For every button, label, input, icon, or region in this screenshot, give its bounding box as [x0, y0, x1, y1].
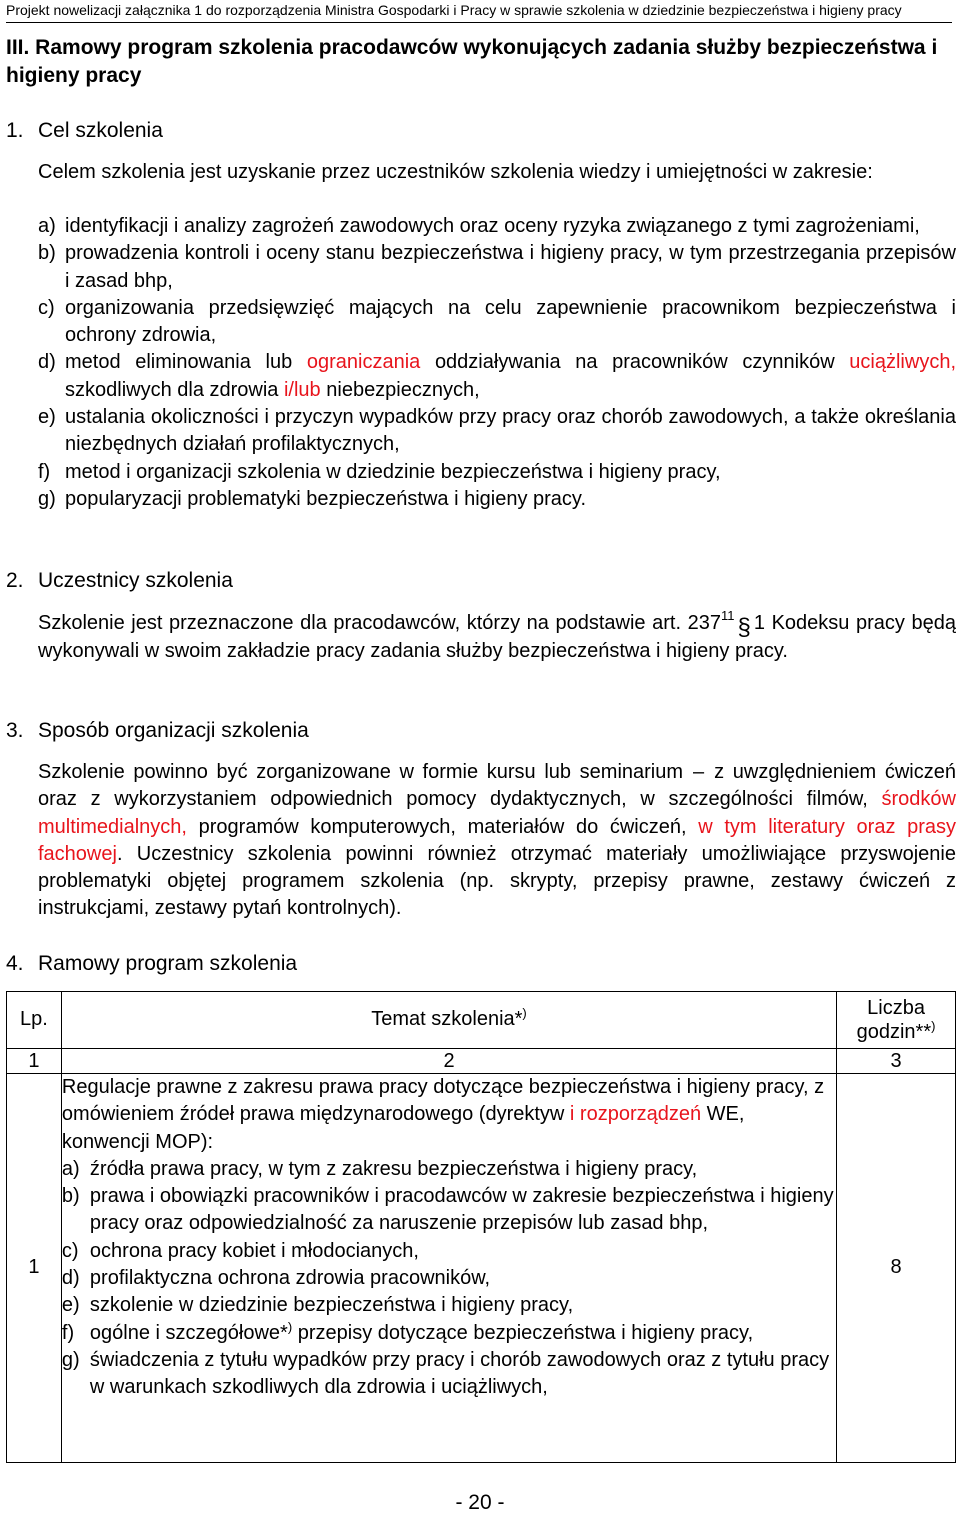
header-topic: Temat szkolenia*)	[61, 992, 836, 1049]
section-1-intro: Celem szkolenia jest uzyskanie przez uczestników szkolenia wiedzy i umiejętności w zakresie:	[38, 161, 873, 183]
table-column-numbers	[7, 1049, 956, 1074]
section-label: Ramowy program szkolenia	[38, 952, 298, 975]
running-header: Projekt nowelizacji załącznika 1 do rozporządzenia Ministra Gospodarki i Pracy w sprawie szkolenia w dziedzinie bezpieczeństwa i higieny pracy	[6, 0, 952, 23]
list-item: c) ochrona pracy kobiet i młodocianych,	[61, 1239, 419, 1262]
list-item: g) popularyzacji problematyki bezpieczeństwa i higieny pracy.	[38, 487, 586, 510]
section-number: 2.	[6, 569, 24, 592]
list-item: b) prowadzenia kontroli i oceny stanu bezpieczeństwa i higieny pracy, w tym przestrzegania przepisów i zasad bhp,	[38, 242, 956, 292]
list-item: a) źródła prawa pracy, w tym z zakresu bezpieczeństwa i higieny pracy,	[61, 1157, 698, 1180]
table-cell: 3	[837, 1049, 956, 1074]
section-1-list	[38, 213, 956, 513]
section-number: 3.	[6, 719, 24, 742]
list-item: e) szkolenie w dziedzinie bezpieczeństwa i higieny pracy,	[61, 1294, 574, 1317]
list-item: c) organizowania przedsięwzięć mających na celu zapewnienie pracownikom bezpieczeństwa i ochrony zdrowia,	[38, 296, 956, 347]
row-hours: 8	[837, 1074, 956, 1463]
section-label: Sposób organizacji szkolenia	[38, 719, 309, 742]
program-table	[6, 991, 956, 1463]
section-3-text: Szkolenie powinno być zorganizowane w formie kursu lub seminarium – z uwzględnieniem ćwiczeń oraz z wykorzystaniem odpowiednich pomocy dydaktycznych, w szczególności filmów, środków multimedialnych, programów komputerowych, materiałów do ćwiczeń, w tym literatury oraz prasy fachowej. Uczestnicy szkolenia powinni również otrzymać materiały umożliwiające przyswojenie problematyki objętej programem szkolenia (np. skrypty, przepisy prawne, zestawy ćwiczeń z instrukcjami, zestawy pytań kontrolnych).	[38, 761, 957, 920]
list-item: a) identyfikacji i analizy zagrożeń zawodowych oraz oceny ryzyka związanego z tymi zagrożeniami,	[38, 215, 920, 237]
list-item: g) świadczenia z tytułu wypadków przy pracy i chorób zawodowych oraz z tytułu pracy w warunkach szkodliwych dla zdrowia i uciążliwych,	[61, 1348, 830, 1399]
section-number: 4.	[6, 952, 24, 975]
list-item: b) prawa i obowiązki pracowników i pracodawców w zakresie bezpieczeństwa i higieny pracy oraz odpowiedzialność za naruszenie przepisów lub zasad bhp,	[61, 1185, 834, 1235]
header-lp: Lp.	[7, 992, 62, 1049]
table-header-row	[7, 992, 956, 1049]
list-item: d) profilaktyczna ochrona zdrowia pracowników,	[61, 1267, 491, 1290]
list-item: f) ogólne i szczegółowe*) przepisy dotyczące bezpieczeństwa i higieny pracy,	[61, 1319, 754, 1344]
table-cell: 1	[7, 1049, 62, 1074]
list-item: f) metod i organizacji szkolenia w dziedzinie bezpieczeństwa i higieny pracy,	[38, 460, 721, 483]
header-hours: Liczba godzin**)	[837, 992, 956, 1049]
table-row	[7, 1074, 956, 1463]
list-item: e) ustalania okoliczności i przyczyn wypadków przy pracy oraz chorób zawodowych, a także określania niezbędnych działań profilaktycznych,	[38, 406, 956, 456]
section-label: Uczestnicy szkolenia	[38, 569, 233, 592]
topic-list	[62, 1156, 836, 1402]
page-number: - 20 -	[455, 1491, 505, 1514]
row-topic	[61, 1074, 836, 1463]
chapter-title: III. Ramowy program szkolenia pracodawców wykonujących zadania służby bezpieczeństwa i higieny pracy	[6, 36, 938, 87]
section-2-text: Szkolenie jest przeznaczone dla pracodawców, którzy na podstawie art. $237^{11}$ § 1 Kodeksu pracy będą wykonywali w swoim zakładzie pracy zadania służby bezpieczeństwa i higieny pracy.	[38, 608, 956, 663]
topic-intro: Regulacje prawne z zakresu prawa pracy dotyczące bezpieczeństwa i higieny pracy, z omówieniem źródeł prawa międzynarodowego (dyrektyw i rozporządzeń WE, konwencji MOP):	[61, 1076, 825, 1153]
table-cell: 2	[61, 1049, 836, 1074]
section-number: 1.	[6, 119, 24, 142]
section-label: Cel szkolenia	[38, 119, 163, 142]
row-lp: 1	[7, 1074, 62, 1463]
list-item: d) metod eliminowania lub ograniczania oddziaływania na pracowników czynników uciążliwych, szkodliwych dla zdrowia i/lub niebezpiecznych,	[38, 351, 956, 401]
